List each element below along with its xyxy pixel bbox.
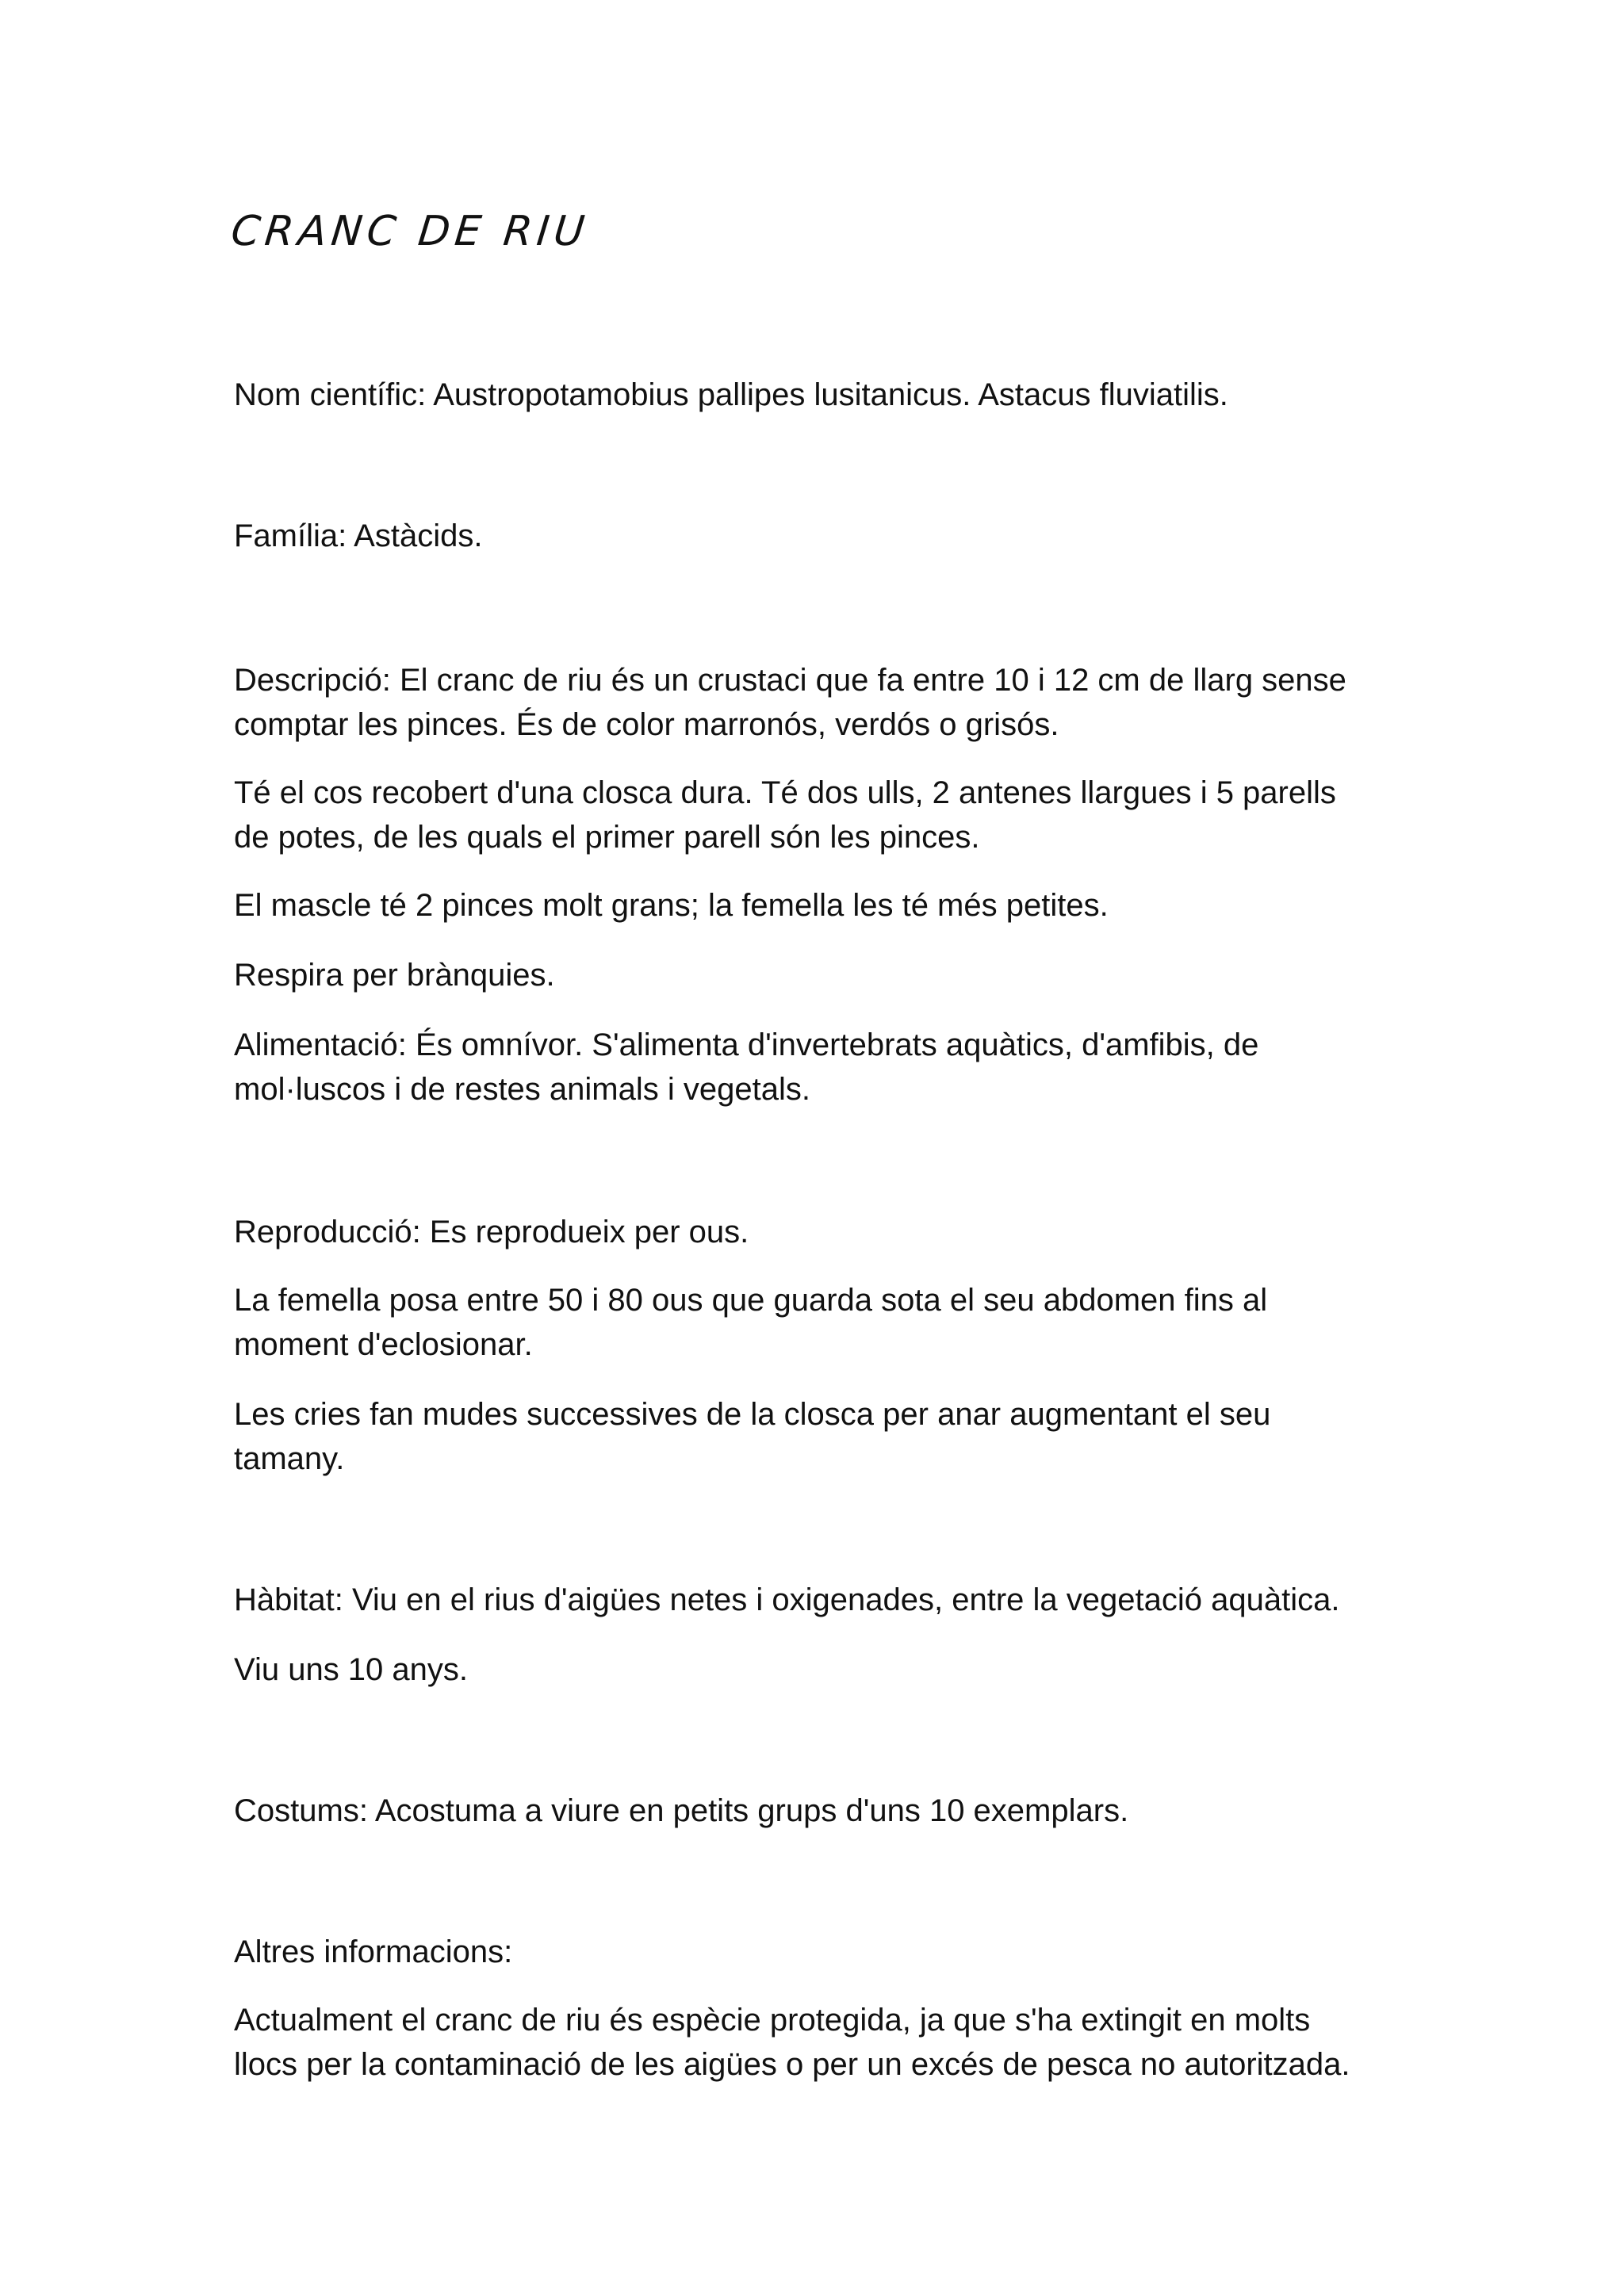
- family-line: Família: Astàcids.: [234, 519, 483, 553]
- eggs-line-2: moment d'eclosionar.: [234, 1327, 533, 1362]
- habits-line: Costums: Acostuma a viure en petits grups d'uns 10 exemplars.: [234, 1793, 1129, 1828]
- body-line-2: de potes, de les quals el primer parell són les pinces.: [234, 820, 980, 855]
- feeding-line-2: mol·luscos i de restes animals i vegetals.: [234, 1072, 810, 1107]
- molting-line-1: Les cries fan mudes successives de la closca per anar augmentant el seu: [234, 1397, 1271, 1432]
- breathing-line: Respira per brànquies.: [234, 958, 555, 993]
- description-line-2: comptar les pinces. És de color marronós, verdós o grisós.: [234, 707, 1059, 742]
- scientific-name-line: Nom científic: Austropotamobius pallipes lusitanicus. Astacus fluviatilis.: [234, 377, 1228, 412]
- document-title: CRANC DE RIU: [228, 208, 592, 255]
- male-female-line: El mascle té 2 pinces molt grans; la femella les té més petites.: [234, 888, 1109, 923]
- body-line-1: Té el cos recobert d'una closca dura. Té dos ulls, 2 antenes llargues i 5 parells: [234, 775, 1336, 810]
- other-info-heading: Altres informacions:: [234, 1934, 513, 1969]
- eggs-line-1: La femella posa entre 50 i 80 ous que guarda sota el seu abdomen fins al: [234, 1283, 1268, 1318]
- description-line-1: Descripció: El cranc de riu és un crustaci que fa entre 10 i 12 cm de llarg sense: [234, 663, 1346, 698]
- protection-line-2: llocs per la contaminació de les aigües o per un excés de pesca no autoritzada.: [234, 2047, 1350, 2082]
- lifespan-line: Viu uns 10 anys.: [234, 1652, 469, 1687]
- protection-line-1: Actualment el cranc de riu és espècie protegida, ja que s'ha extingit en molts: [234, 2003, 1311, 2038]
- feeding-line-1: Alimentació: És omnívor. S'alimenta d'invertebrats aquàtics, d'amfibis, de: [234, 1027, 1259, 1062]
- molting-line-2: tamany.: [234, 1441, 345, 1476]
- reproduction-line: Reproducció: Es reprodueix per ous.: [234, 1215, 749, 1249]
- habitat-line: Hàbitat: Viu en el rius d'aigües netes i oxigenades, entre la vegetació aquàtica.: [234, 1582, 1340, 1617]
